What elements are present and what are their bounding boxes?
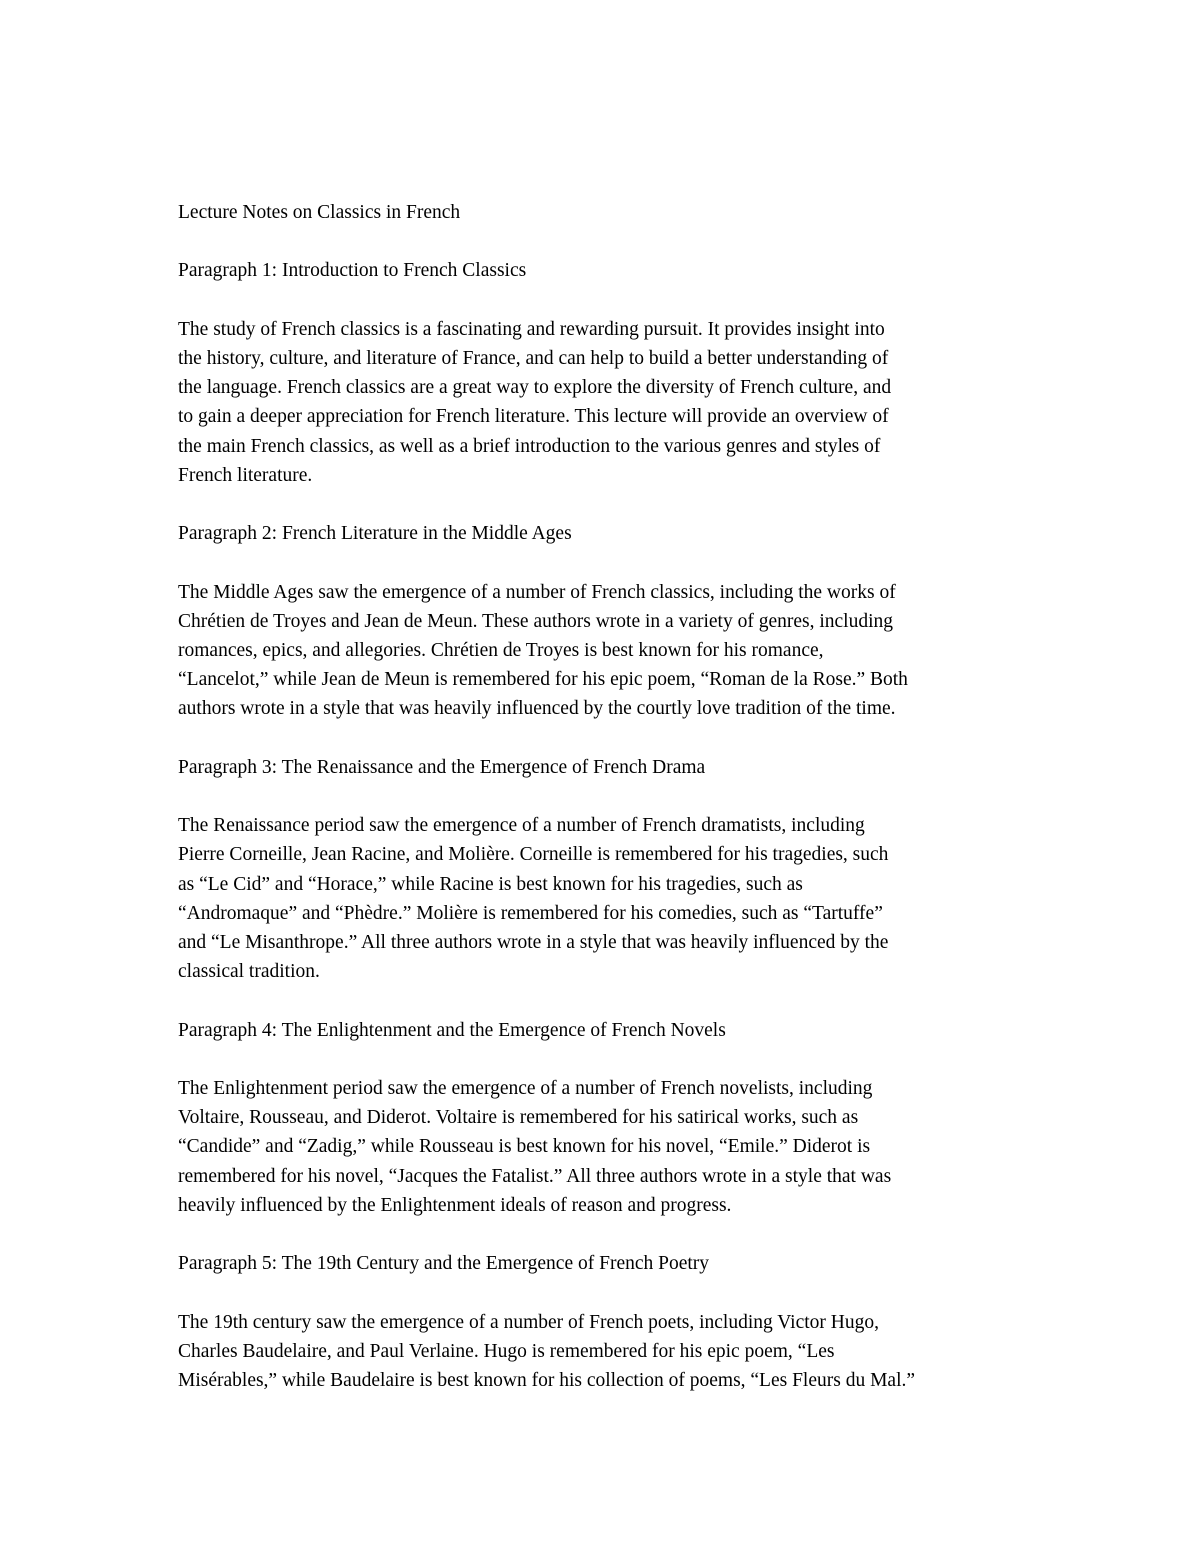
paragraph-line: Chrétien de Troyes and Jean de Meun. These authors wrote in a variety of genres, including	[178, 610, 894, 632]
paragraph-line: “Candide” and “Zadig,” while Rousseau is best known for his novel, “Emile.” Diderot is	[178, 1136, 871, 1158]
paragraph-line: and “Le Misanthrope.” All three authors wrote in a style that was heavily influenced by the	[178, 931, 889, 953]
paragraph-line: the history, culture, and literature of France, and can help to build a better understanding of	[178, 347, 889, 369]
paragraph-line: The Middle Ages saw the emergence of a number of French classics, including the works of	[178, 581, 896, 603]
section-heading: Paragraph 4: The Enlightenment and the Emergence of French Novels	[178, 1019, 726, 1041]
paragraph-line: “Lancelot,” while Jean de Meun is remembered for his epic poem, “Roman de la Rose.” Both	[178, 669, 908, 691]
paragraph-line: Pierre Corneille, Jean Racine, and Molière. Corneille is remembered for his tragedies, such	[178, 844, 889, 866]
paragraph-line: The 19th century saw the emergence of a number of French poets, including Victor Hugo,	[178, 1311, 879, 1333]
paragraph-line: The study of French classics is a fascinating and rewarding pursuit. It provides insight into	[178, 318, 885, 340]
paragraph-line: French literature.	[178, 464, 313, 486]
paragraph-line: romances, epics, and allegories. Chrétien de Troyes is best known for his romance,	[178, 639, 824, 661]
paragraph-line: Voltaire, Rousseau, and Diderot. Voltaire is remembered for his satirical works, such as	[178, 1107, 859, 1129]
section-heading: Paragraph 2: French Literature in the Middle Ages	[178, 523, 572, 545]
paragraph-line: authors wrote in a style that was heavily influenced by the courtly love tradition of the time.	[178, 698, 896, 720]
section-heading: Paragraph 3: The Renaissance and the Emergence of French Drama	[178, 756, 706, 778]
paragraph-line: to gain a deeper appreciation for French literature. This lecture will provide an overview of	[178, 406, 889, 428]
paragraph-line: Charles Baudelaire, and Paul Verlaine. Hugo is remembered for his epic poem, “Les	[178, 1340, 835, 1362]
paragraph-line: the main French classics, as well as a brief introduction to the various genres and styles of	[178, 435, 881, 457]
paragraph-line: “Andromaque” and “Phèdre.” Molière is remembered for his comedies, such as “Tartuffe”	[178, 902, 883, 924]
paragraph-line: The Enlightenment period saw the emergence of a number of French novelists, including	[178, 1077, 873, 1099]
paragraph-line: Misérables,” while Baudelaire is best known for his collection of poems, “Les Fleurs du Mal.”	[178, 1369, 916, 1391]
document-title: Lecture Notes on Classics in French	[178, 202, 461, 223]
paragraph-line: The Renaissance period saw the emergence of a number of French dramatists, including	[178, 815, 865, 837]
section-heading: Paragraph 5: The 19th Century and the Emergence of French Poetry	[178, 1253, 710, 1275]
section-heading: Paragraph 1: Introduction to French Classics	[178, 260, 527, 282]
paragraph-line: remembered for his novel, “Jacques the Fatalist.” All three authors wrote in a style that was	[178, 1165, 892, 1187]
paragraph-line: classical tradition.	[178, 961, 320, 983]
document-page	[178, 198, 1040, 1395]
paragraph-line: as “Le Cid” and “Horace,” while Racine is best known for his tragedies, such as	[178, 873, 803, 895]
paragraph-line: the language. French classics are a great way to explore the diversity of French culture, and	[178, 377, 892, 399]
paragraph-line: heavily influenced by the Enlightenment ideals of reason and progress.	[178, 1194, 732, 1216]
